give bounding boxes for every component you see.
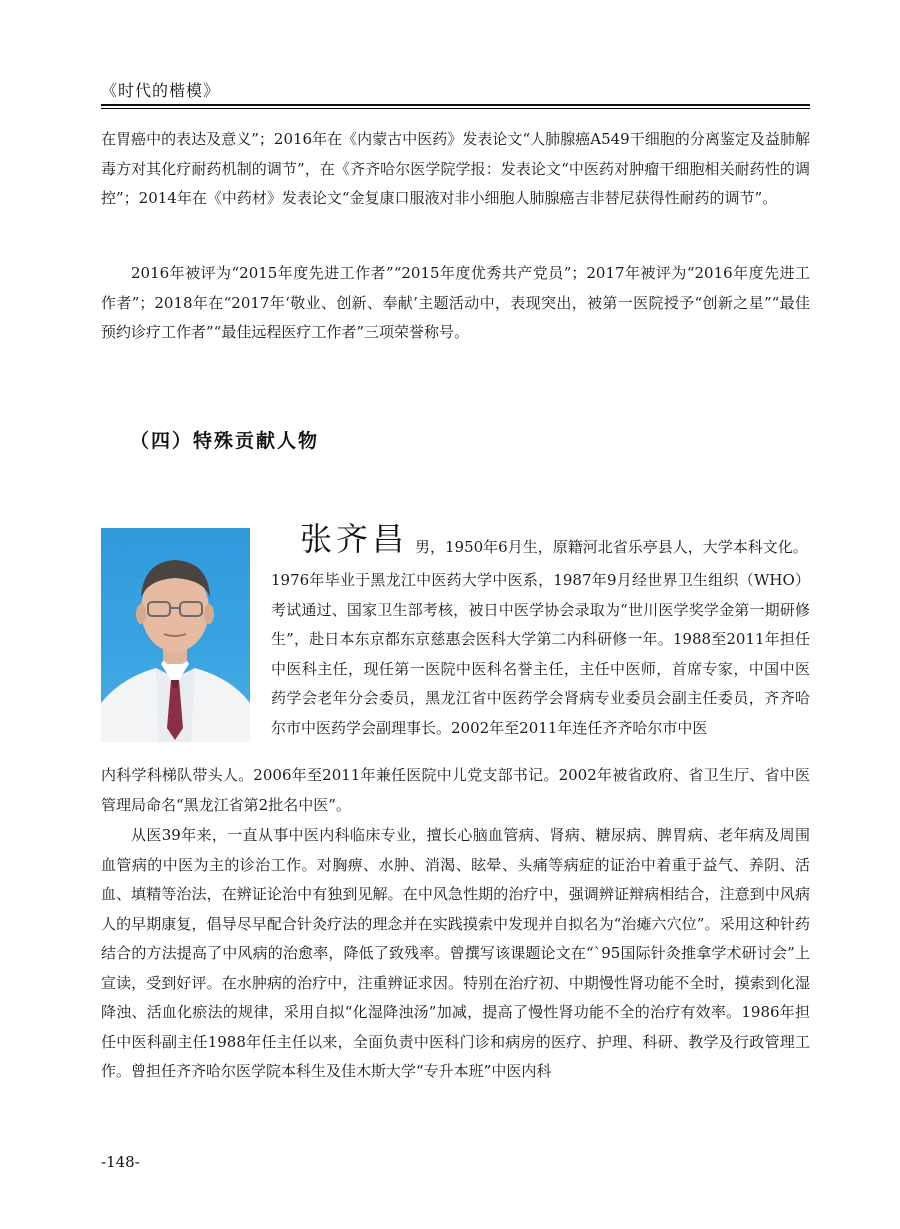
person-name: 张齐昌 (300, 520, 409, 558)
portrait-photo (101, 528, 250, 742)
running-title: 《时代的楷模》 (101, 81, 221, 100)
page-number: -148- (101, 1153, 140, 1171)
bio-first-line: 男，1950年6月生，原籍河北省乐亭县人，大学本科文化。 (415, 538, 808, 556)
header-rule-thick (101, 104, 810, 106)
bio-wrapped-text: 1976年毕业于黑龙江中医药大学中医系，1987年9月经世界卫生组织（WHO）考试通过、国家卫生部考核，被日中医学协会录取为“世川医学奖学金第一期研修生”，赴日本东京都东京慈惠会医科大学第二内科研修一年。1988至2011年担任中医科主任，现任第一医院中医科名誉主任，主任中医师，首席专家，中国中医药学会老年分会委员，黑龙江省中医药学会肾病专业委员会副主任委员，齐齐哈尔市中医药学会副理事长。2002年至2011年连任齐齐哈尔市中医 (271, 571, 810, 737)
bio-continued-text: 内科学科梯队带头人。2006年至2011年兼任医院中儿党支部书记。2002年被省政府、省卫生厅、省中医管理局命名“黑龙江省第2批名中医”。 (101, 766, 810, 814)
header-rule-thin (101, 108, 810, 109)
paragraph-honors: 2016年被评为“2015年度先进工作者”“2015年度优秀共产党员”；2017年被评为“2016年度先进工作者”；2018年在“2017年‘敬业、创新、奉献’主题活动中，表现突出，被第一医院授予“创新之星”“最佳预约诊疗工作者”“最佳远程医疗工作者”三项荣誉称号。 (101, 264, 810, 341)
paragraph-clinical-career: 从医39年来，一直从事中医内科临床专业，擅长心脑血管病、肾病、糖尿病、脾胃病、老年病及周围血管病的中医为主的诊治工作。对胸痹、水肿、消渴、眩晕、头痛等病症的证治中着重于益气、养阴、活血、填精等治法，在辨证论治中有独到见解。在中风急性期的治疗中，强调辨证辩病相结合，注意到中风病人的早期康复，倡导尽早配合针灸疗法的理念并在实践摸索中发现并自拟名为“治瘫六穴位”。采用这种针药结合的方法提高了中风病的治愈率，降低了致残率。曾撰写该课题论文在“`95国际针灸推拿学术研讨会”上宣读，受到好评。在水肿病的治疗中，注重辨证求因。特别在治疗初、中期慢性肾功能不全时，摸索到化湿降浊、活血化瘀法的规律，采用自拟“化湿降浊汤”加减，提高了慢性肾功能不全的治疗有效率。1986年担任中医科副主任1988年任主任以来，全面负责中医科门诊和病房的医疗、护理、科研、教学及行政管理工作。曾担任齐齐哈尔医学院本科生及佳木斯大学“专升本班”中医内科 (101, 826, 810, 1080)
section-heading: （四）特殊贡献人物 (130, 430, 320, 452)
paragraph-publications: 在胃癌中的表达及意义”；2016年在《内蒙古中医药》发表论文“人肺腺癌A549干细胞的分离鉴定及益肺解毒方对其化疗耐药机制的调节”，在《齐齐哈尔医学院学报：发表论文“中医药对肿瘤干细胞相关耐药性的调控”；2014年在《中药材》发表论文“金复康口服液对非小细胞人肺腺癌吉非替尼获得性耐药的调节”。 (101, 130, 810, 207)
